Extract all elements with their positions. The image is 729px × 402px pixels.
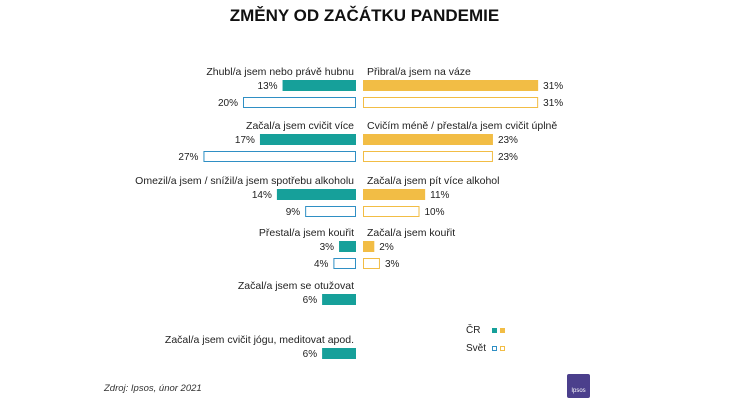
bar-cr-right [363,80,538,91]
legend-swatch-cr-right [500,328,505,333]
bar-cr-left [277,189,356,200]
bar-cr-left [260,134,356,145]
value-label-cr-left: 6% [302,295,318,306]
right-category-label: Přibral/a jsem na váze [367,66,471,78]
source-note: Zdroj: Ipsos, únor 2021 [104,383,202,394]
value-label-svet-left: 9% [285,207,301,218]
value-label-cr-left: 17% [234,135,255,146]
legend-label-cr: ČR [466,325,481,336]
right-category-label: Cvičím méně / přestal/a jsem cvičit úplně [367,120,558,132]
left-category-label: Přestal/a jsem kouřit [258,227,354,239]
bar-svet-right [364,207,420,217]
value-label-cr-right: 2% [379,242,394,253]
left-category-label: Zhubl/a jsem nebo právě hubnu [206,66,354,78]
left-category-label: Začal/a jsem cvičit více [246,120,354,132]
value-label-svet-left: 20% [217,98,238,109]
bar-svet-left [334,259,356,269]
bar-cr-left [339,241,356,252]
bar-cr-left [322,294,356,305]
legend-label-svet: Svět [466,343,487,354]
left-category-label: Začal/a jsem cvičit jógu, meditovat apod. [164,334,354,346]
left-category-label: Začal/a jsem se otužovat [237,280,354,292]
value-label-cr-left: 3% [319,242,335,253]
bar-cr-right [363,241,374,252]
value-label-cr-left: 6% [302,349,318,360]
left-category-label: Omezil/a jsem / snížil/a jsem spotřebu alkoholu [135,175,354,187]
bar-svet-left [306,207,356,217]
value-label-cr-right: 23% [497,135,518,146]
value-label-cr-right: 31% [543,81,564,92]
bar-svet-left [204,152,356,162]
right-category-label: Začal/a jsem pít více alkohol [367,175,500,187]
legend-swatch-svet-left [492,346,497,351]
chart-title: ZMĚNY OD ZAČÁTKU PANDEMIE [229,6,500,25]
bar-cr-right [363,189,425,200]
legend-swatch-svet-right [500,346,505,351]
value-label-svet-left: 27% [178,152,199,163]
bar-cr-right [363,134,493,145]
right-category-label: Začal/a jsem kouřit [367,227,456,239]
value-label-svet-right: 23% [497,152,518,163]
bar-svet-right [364,98,538,108]
bar-svet-left [244,98,356,108]
bar-cr-left [283,80,356,91]
bar-svet-right [364,152,493,162]
legend-swatch-cr-left [492,328,497,333]
value-label-cr-right: 11% [430,190,450,201]
bar-svet-right [364,259,380,269]
value-label-svet-right: 10% [424,207,445,218]
value-label-svet-right: 3% [384,259,400,270]
legend [466,322,536,358]
value-label-cr-left: 14% [251,190,272,201]
value-label-svet-left: 4% [313,259,329,270]
ipsos-logo: Ipsos [567,374,590,398]
value-label-svet-right: 31% [543,98,564,109]
value-label-cr-left: 13% [257,81,278,92]
bar-cr-left [322,348,356,359]
